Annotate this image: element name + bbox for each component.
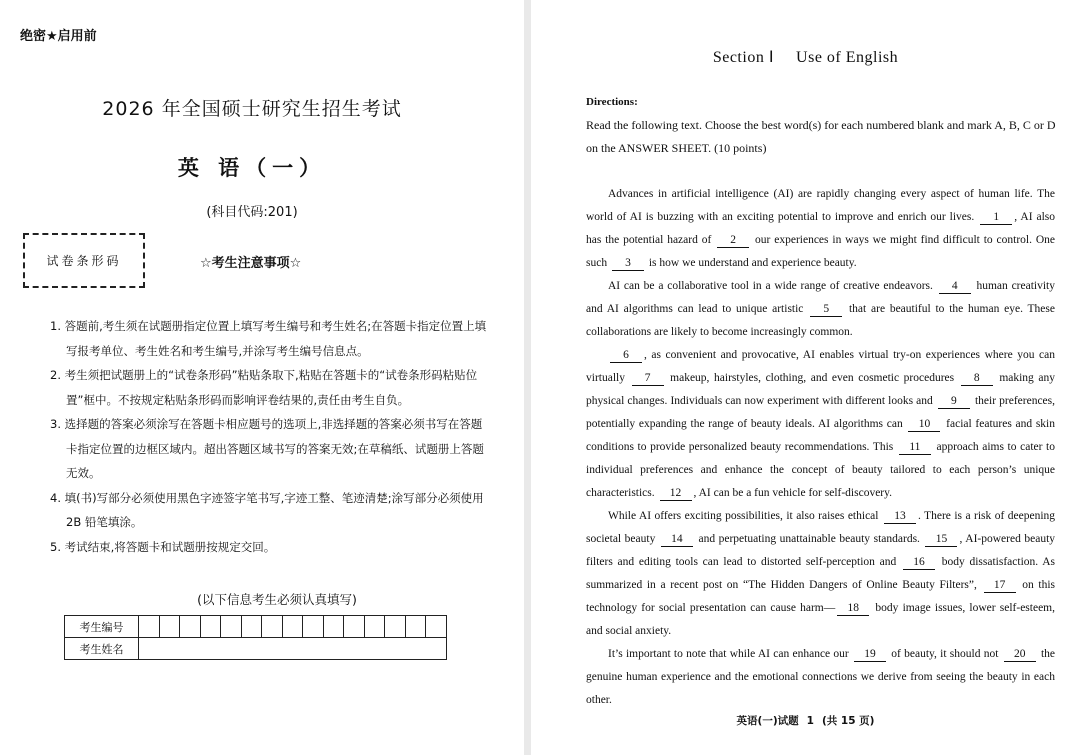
footer-page-number: 1 bbox=[806, 715, 814, 727]
left-page bbox=[0, 0, 524, 755]
note-item bbox=[50, 535, 490, 560]
right-page bbox=[531, 0, 1080, 755]
subject-title: 英 语（一） bbox=[177, 156, 327, 180]
candidate-number-cell[interactable] bbox=[262, 616, 283, 638]
passage-text: that are beautiful to the human eye. These collaborations are likely to become increasingly common. bbox=[586, 303, 1055, 338]
blank-5: 5 bbox=[810, 302, 842, 317]
candidate-number-cell[interactable] bbox=[282, 616, 303, 638]
note-text: 2B 铅笔填涂。 bbox=[66, 515, 143, 529]
candidate-number-cell[interactable] bbox=[180, 616, 201, 638]
blank-10: 10 bbox=[908, 417, 940, 432]
passage-text: It’s important to note that while AI can enhance our bbox=[608, 648, 849, 660]
confidential-label: 绝密★启用前 bbox=[20, 29, 97, 44]
notice-heading: ☆考生注意事项☆ bbox=[200, 256, 302, 271]
passage-text: is how we understand and experience beauty. bbox=[648, 257, 857, 269]
note-text: 4. 填(书)写部分必须使用黑色字迹签字笔书写,字迹工整、笔迹清楚;涂写部分必须使用 bbox=[50, 490, 484, 505]
passage-text: , AI-powered beauty filters and editing tools can lead to distorted self-perception and bbox=[586, 533, 1056, 568]
passage-text: body image issues, lower self-esteem, and social anxiety. bbox=[586, 602, 1056, 637]
blank-9: 9 bbox=[938, 394, 970, 409]
footer-label: 英语(一)试题 bbox=[736, 715, 799, 727]
note-item bbox=[50, 314, 490, 363]
passage-text: , as convenient and provocative, AI enables virtual try-on experiences where you can virtually bbox=[586, 349, 1055, 384]
candidate-number-cell[interactable] bbox=[159, 616, 180, 638]
note-text: 置”框中。不按规定粘贴条形码而影响评卷结果的,责任由考生自负。 bbox=[66, 392, 410, 407]
passage-text: the genuine human experience and the emotional connections we derive from seeing the beauty in each other. bbox=[586, 648, 1056, 706]
note-item bbox=[50, 412, 490, 486]
candidate-number-cell[interactable] bbox=[344, 616, 365, 638]
passage-text: makeup, hairstyles, clothing, and even cosmetic procedures bbox=[670, 372, 955, 384]
passage-text: and perpetuating unattainable beauty standards. bbox=[698, 533, 920, 545]
note-item bbox=[50, 486, 490, 535]
candidate-number-cell[interactable] bbox=[200, 616, 221, 638]
blank-15: 15 bbox=[925, 532, 957, 547]
barcode-label: 试卷条形码 bbox=[46, 254, 122, 268]
candidate-info-table bbox=[64, 615, 447, 660]
candidate-name-field[interactable] bbox=[139, 638, 447, 660]
candidate-number-cell[interactable] bbox=[241, 616, 262, 638]
candidate-number-cell[interactable] bbox=[221, 616, 242, 638]
blank-8: 8 bbox=[961, 371, 993, 386]
blank-17: 17 bbox=[984, 578, 1016, 593]
candidate-number-label: 考生编号 bbox=[65, 616, 139, 638]
blank-3: 3 bbox=[612, 256, 644, 271]
passage-paragraph bbox=[586, 183, 1055, 275]
candidate-number-cell[interactable] bbox=[426, 616, 447, 638]
blank-18: 18 bbox=[837, 601, 869, 616]
passage-text: , AI can be a fun vehicle for self-discovery. bbox=[693, 487, 893, 499]
blank-11: 11 bbox=[899, 440, 931, 455]
note-text: 1. 答题前,考生须在试题册指定位置上填写考生编号和考生姓名;在答题卡指定位置上填 bbox=[50, 319, 487, 333]
note-text: 无效。 bbox=[66, 466, 101, 480]
candidate-number-cell[interactable] bbox=[405, 616, 426, 638]
note-text: 3. 选择题的答案必须涂写在答题卡相应题号的选项上,非选择题的答案必须书写在答题 bbox=[50, 417, 483, 431]
cloze-passage bbox=[586, 183, 1055, 712]
note-text: 写报考单位、考生姓名和考生编号,并涂写考生编号信息点。 bbox=[66, 343, 369, 358]
passage-text: facial features and skin conditions to provide personalized beauty recommendations. This bbox=[586, 418, 1056, 453]
blank-20: 20 bbox=[1004, 647, 1036, 662]
page-footer bbox=[531, 713, 1080, 728]
passage-text: our experiences in ways we might find difficult to control. One such bbox=[586, 234, 1056, 269]
blank-6: 6 bbox=[610, 348, 642, 363]
passage-text: AI can be a collaborative tool in a wide range of creative endeavors. bbox=[608, 280, 933, 292]
note-item bbox=[50, 363, 490, 412]
section-title bbox=[531, 47, 1080, 67]
candidate-number-cell[interactable] bbox=[323, 616, 344, 638]
passage-text: making any physical changes. Individuals can now experiment with different looks and bbox=[586, 372, 1056, 407]
passage-paragraph bbox=[586, 344, 1055, 505]
note-text: 卡指定位置的边框区域内。超出答题区域书写的答案无效;在草稿纸、试题册上答题 bbox=[66, 441, 484, 456]
passage-text: While AI offers exciting possibilities, it also raises ethical bbox=[608, 510, 879, 522]
directions-text: Read the following text. Choose the best word(s) for each numbered blank and mark A, B, C or D on the ANSWER SHEET. (10 points) bbox=[586, 118, 1056, 155]
subject-code: (科目代码:201) bbox=[206, 205, 298, 220]
candidate-number-cell[interactable] bbox=[139, 616, 160, 638]
info-heading: (以下信息考生必须认真填写) bbox=[197, 592, 357, 607]
passage-text: human creativity and AI algorithms can lead to unique artistic bbox=[586, 280, 1055, 315]
passage-text: , AI also has the potential hazard of bbox=[586, 211, 1055, 246]
blank-14: 14 bbox=[661, 532, 693, 547]
exam-title: 2026 年全国硕士研究生招生考试 bbox=[102, 98, 402, 120]
passage-paragraph bbox=[586, 275, 1055, 344]
blank-19: 19 bbox=[854, 647, 886, 662]
blank-4: 4 bbox=[939, 279, 971, 294]
blank-12: 12 bbox=[660, 486, 692, 501]
barcode-area bbox=[23, 233, 145, 288]
blank-16: 16 bbox=[903, 555, 935, 570]
passage-text: body dissatisfaction. As summarized in a recent post on “The Hidden Dangers of Online Beauty Filters”, bbox=[586, 556, 1056, 591]
passage-text: . There is a risk of deepening societal beauty bbox=[586, 510, 1056, 545]
passage-text: of beauty, it should not bbox=[891, 648, 999, 660]
candidate-number-cell[interactable] bbox=[385, 616, 406, 638]
passage-text: Advances in artificial intelligence (AI) are rapidly changing every aspect of human life. The world of AI is buzzing with an exciting potential to improve and enrich our lives. bbox=[586, 188, 1055, 223]
blank-1: 1 bbox=[980, 210, 1012, 225]
candidate-number-cell[interactable] bbox=[364, 616, 385, 638]
note-text: 2. 考生须把试题册上的“试卷条形码”粘贴条取下,粘贴在答题卡的“试卷条形码粘贴位 bbox=[50, 368, 478, 382]
passage-paragraph bbox=[586, 643, 1055, 712]
blank-13: 13 bbox=[884, 509, 916, 524]
section-name: Use of English bbox=[796, 49, 899, 66]
notes-list bbox=[50, 314, 490, 559]
candidate-number-cell[interactable] bbox=[303, 616, 324, 638]
note-text: 5. 考试结束,将答题卡和试题册按规定交回。 bbox=[50, 539, 276, 554]
passage-text: approach aims to cater to individual preferences and enhance the concept of beauty tailored to each person’s unique characteristics. bbox=[586, 441, 1056, 499]
passage-text: their preferences, potentially expanding the range of beauty ideals. AI algorithms can bbox=[586, 395, 1056, 430]
passage-paragraph bbox=[586, 505, 1055, 643]
blank-7: 7 bbox=[632, 371, 664, 386]
directions-label: Directions: bbox=[586, 96, 638, 108]
section-number: Section Ⅰ bbox=[712, 49, 775, 66]
footer-total-pages: (共 15 页) bbox=[821, 715, 875, 727]
passage-text: on this technology for social presentation can cause harm— bbox=[586, 579, 1056, 614]
blank-2: 2 bbox=[717, 233, 749, 248]
candidate-name-label: 考生姓名 bbox=[65, 638, 139, 660]
